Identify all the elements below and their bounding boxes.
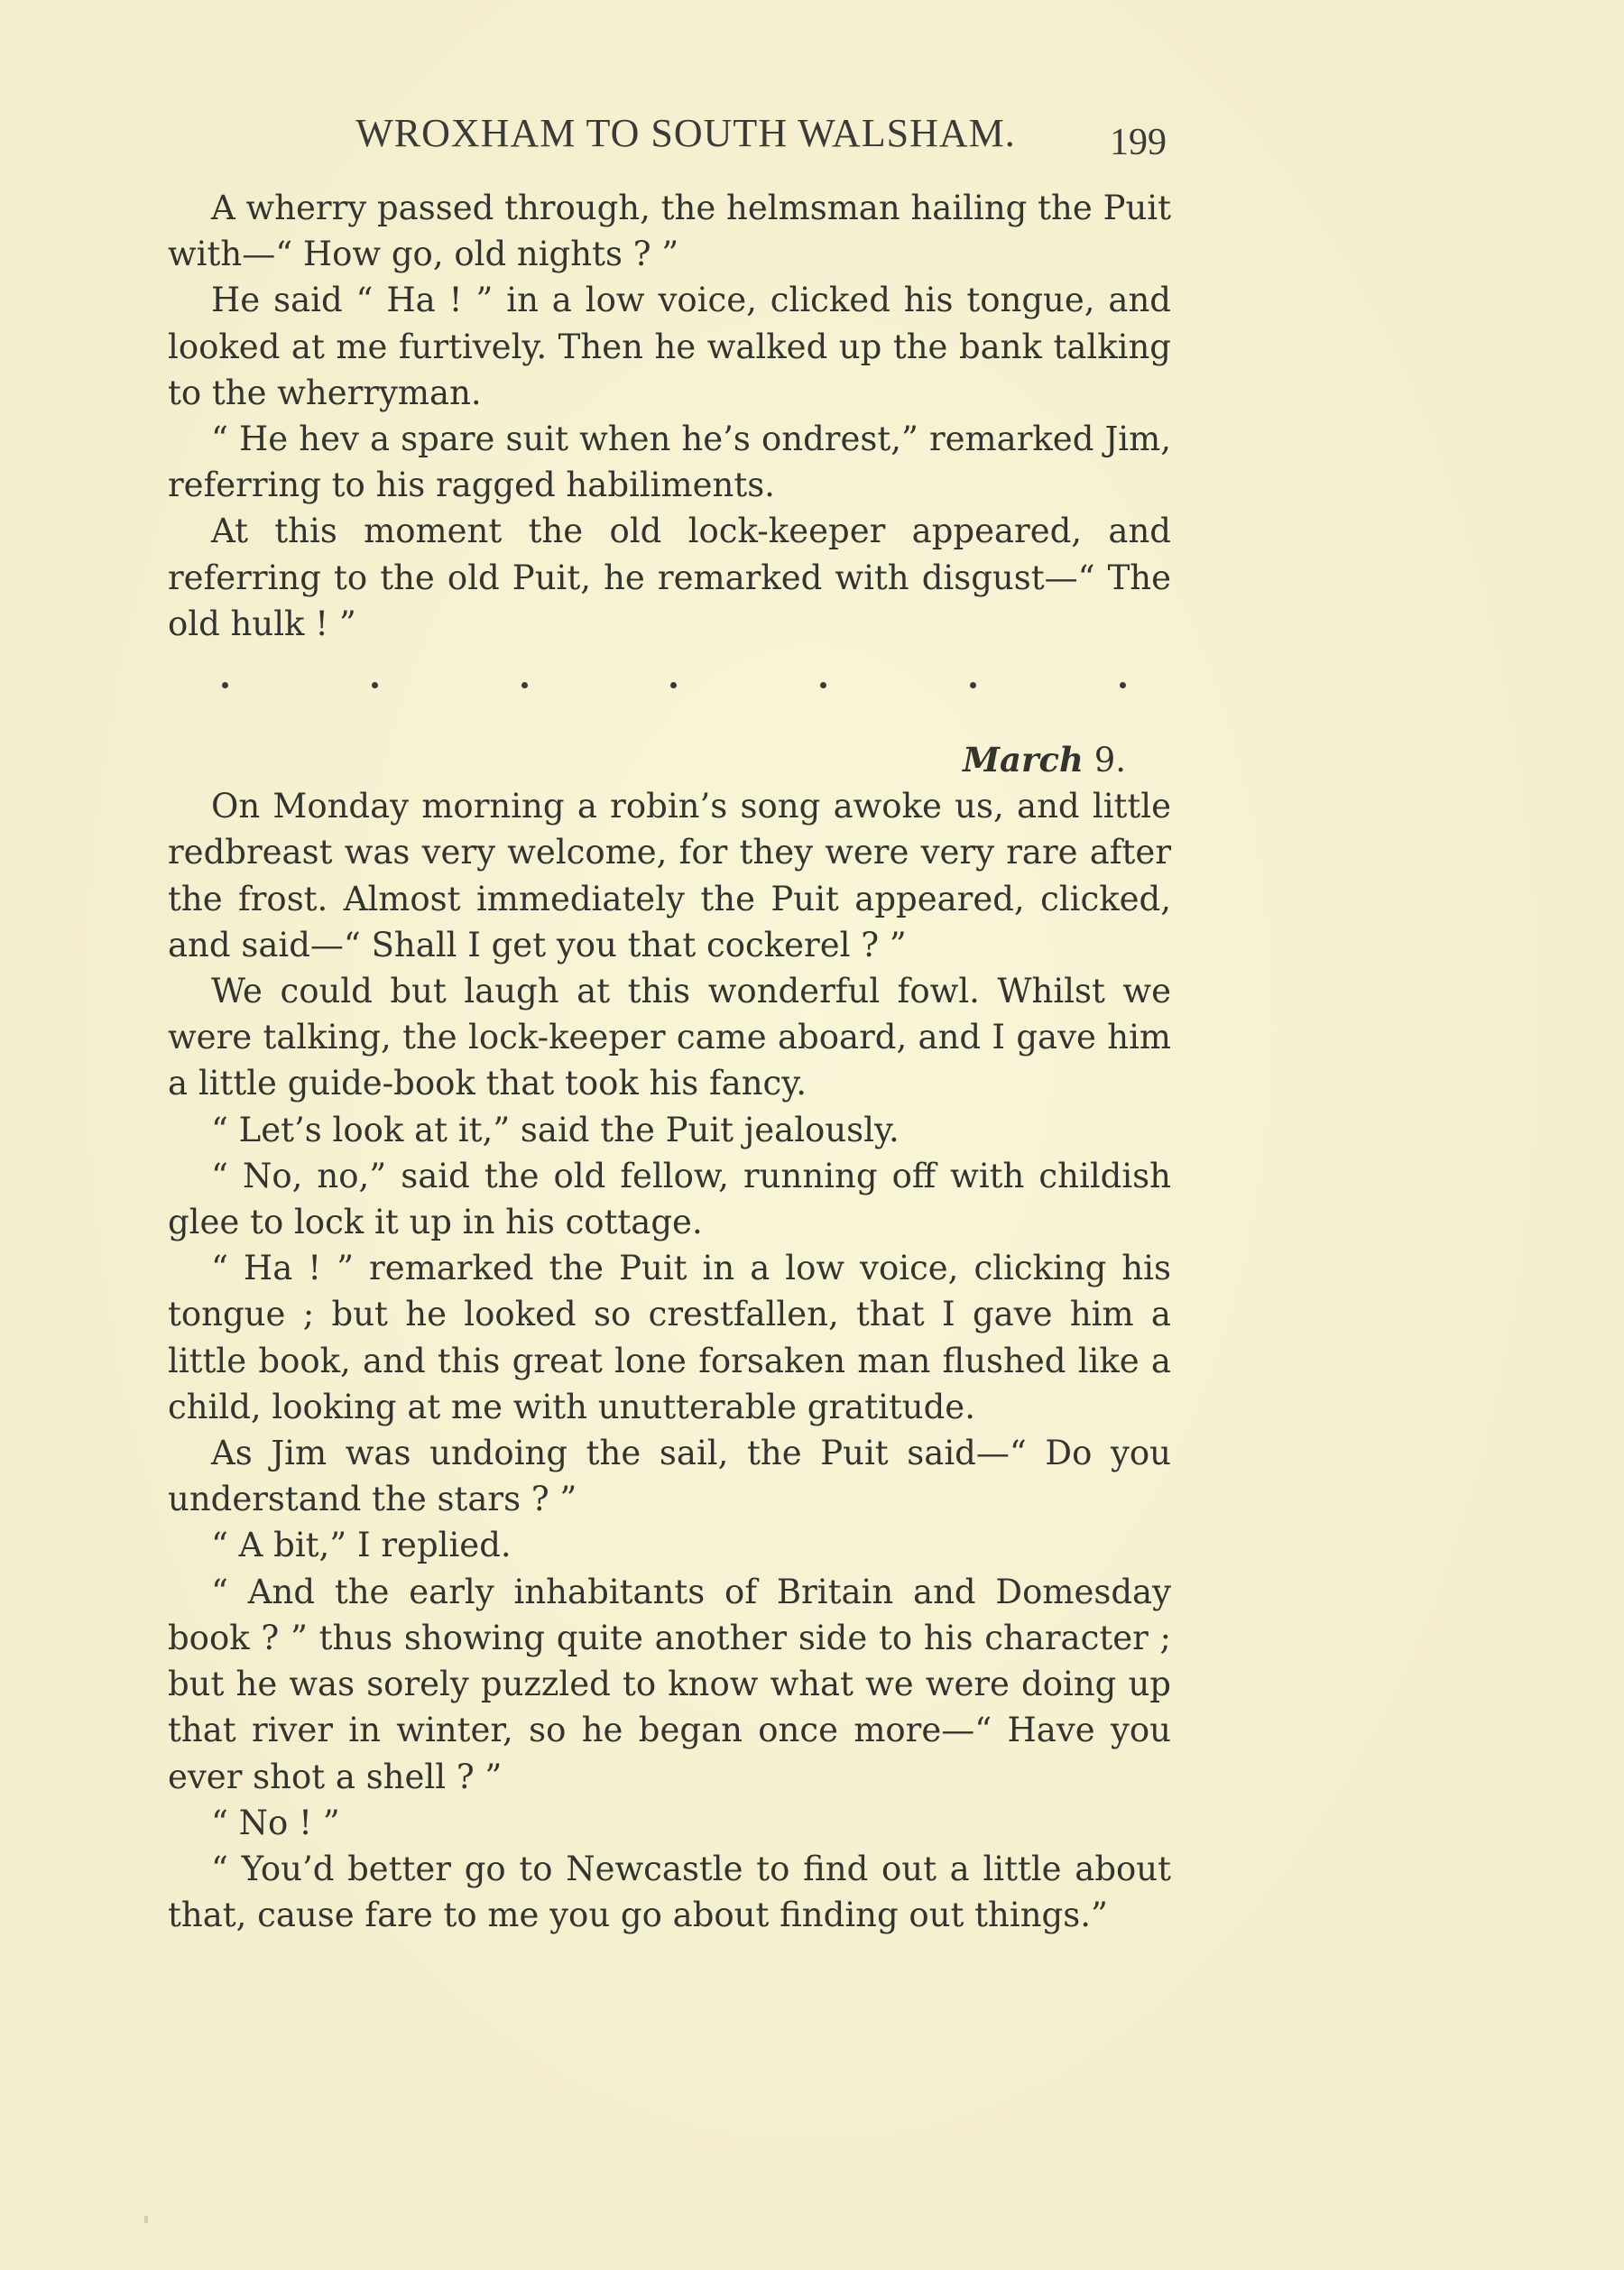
paragraph: A wherry passed through, the helmsman hailing the Puit with—“ How go, old nights ? ” — [168, 189, 1171, 274]
date-month: March — [963, 740, 1084, 780]
paragraph: “ A bit,” I replied. — [211, 1526, 512, 1565]
break-dot — [222, 682, 228, 688]
break-dot — [820, 682, 826, 688]
paragraph: On Monday morning a robin’s song awoke us, and little redbreast was very welcome, for they were very rare after the frost. Almost immediately the Puit appeared, clicked, and said—“ Shall I get you that cockerel ? ” — [168, 787, 1171, 964]
paragraph: “ You’d better go to Newcastle to find out a little about that, cause fare to me you go about finding out things.” — [168, 1849, 1171, 1935]
paragraph: “ He hev a spare suit when he’s ondrest,” remarked Jim, referring to his ragged habiliments. — [168, 420, 1171, 505]
paragraph: He said “ Ha ! ” in a low voice, clicked his tongue, and looked at me furtively. Then he walked up the bank talking to the wherryman. — [168, 281, 1171, 412]
paper-speck — [144, 2216, 148, 2223]
paragraph: “ Let’s look at it,” said the Puit jealously. — [211, 1110, 900, 1149]
paragraph: As Jim was undoing the sail, the Puit said—“ Do you understand the stars ? ” — [168, 1434, 1171, 1519]
break-dot — [1120, 682, 1126, 688]
break-dot — [970, 682, 976, 688]
break-dot — [521, 682, 528, 688]
paragraph: “ No ! ” — [211, 1803, 340, 1842]
paragraph: “ And the early inhabitants of Britain and Domesday book ? ” thus showing quite another side to his character ; but he was sorely puzzled to know what we were doing up that river in winter, so he began once more—“ Have you ever shot a shell ? ” — [168, 1572, 1171, 1796]
paragraph: We could but laugh at this wonderful fowl. Whilst we were talking, the lock-keeper came aboard, and I gave him a little guide-book that took his fancy. — [168, 972, 1171, 1103]
break-dot — [670, 682, 677, 688]
paragraph: “ No, no,” said the old fellow, running off with childish glee to lock it up in his cottage. — [168, 1156, 1171, 1242]
paragraph: At this moment the old lock-keeper appeared, and referring to the old Puit, he remarked with disgust—“ The old hulk ! ” — [168, 512, 1171, 643]
break-dot — [372, 682, 378, 688]
section-date — [168, 737, 1171, 783]
section-break — [168, 654, 1171, 715]
paragraph: “ Ha ! ” remarked the Puit in a low voice, clicking his tongue ; but he looked so crestfallen, that I gave him a little book, and this great lone forsaken man flushed like a child, looking at me with unutterable gratitude. — [168, 1249, 1171, 1426]
date-day: 9. — [1093, 741, 1126, 780]
page-number: 199 — [1110, 122, 1167, 163]
running-head: WROXHAM TO SOUTH WALSHAM. — [355, 111, 1016, 155]
body-text — [168, 185, 1171, 1938]
